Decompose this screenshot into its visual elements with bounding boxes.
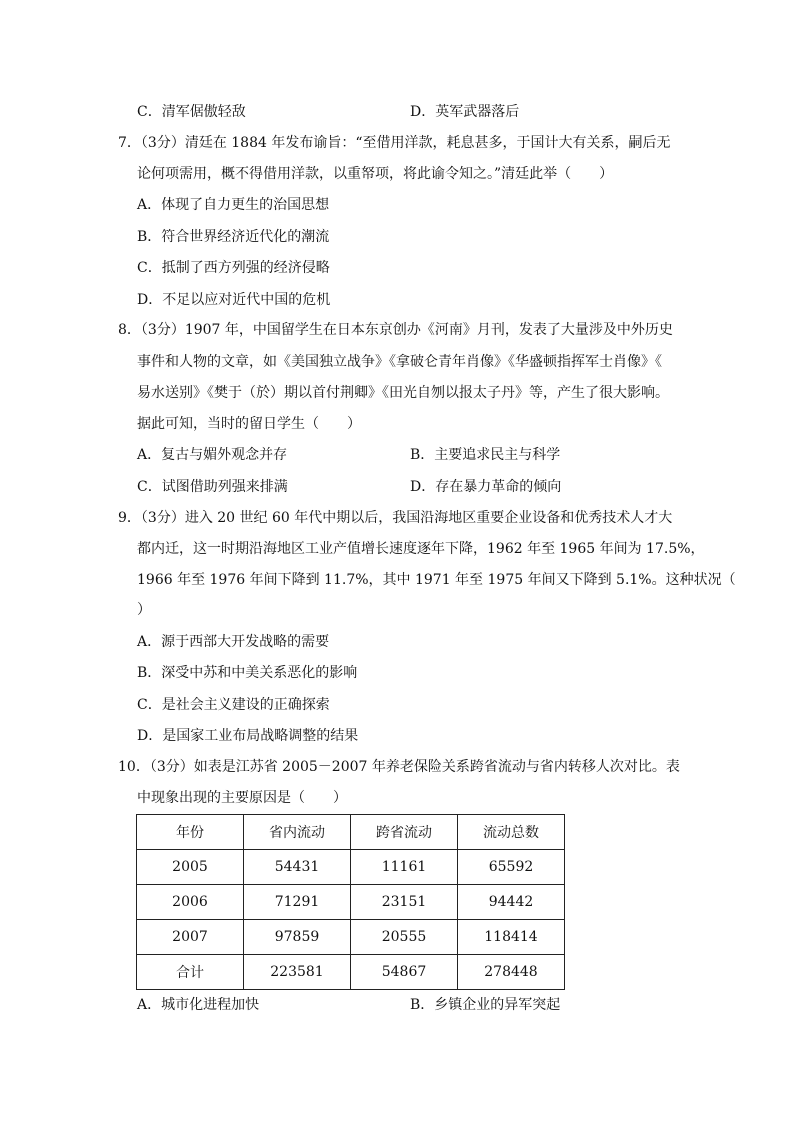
q8-stem-line-2: 事件和人物的文章，如《美国独立战争》《拿破仑青年肖像》《华盛顿指挥军士肖像》《	[137, 354, 662, 370]
table-header-cell: 年份	[137, 815, 244, 850]
table-row	[137, 850, 565, 885]
q6-option-d: D．英军武器落后	[410, 104, 520, 120]
table-row	[137, 885, 565, 920]
table-cell: 54867	[351, 955, 458, 990]
table-total-row	[137, 955, 565, 990]
q10-option-b: B．乡镇企业的异军突起	[410, 997, 561, 1013]
table-cell: 278448	[458, 955, 565, 990]
table-cell: 2005	[137, 850, 244, 885]
q7-stem-line-2: 论何项需用，概不得借用洋款，以重帑项，将此谕令知之。”清廷此举（ ）	[137, 166, 614, 182]
q8-option-c: C．试图借助列强来排满	[137, 479, 288, 495]
q10-stem-line-1: 10．（3分）如表是江苏省 2005－2007 年养老保险关系跨省流动与省内转移人次对比。表	[118, 759, 680, 775]
q9-stem-line-4: ）	[137, 602, 151, 618]
q9-stem-line-1: 9．（3分）进入 20 世纪 60 年代中期以后，我国沿海地区重要企业设备和优秀技术人才大	[118, 510, 673, 526]
q7-option-c: C．抵制了西方列强的经济侵略	[137, 260, 330, 276]
table-cell: 97859	[244, 920, 351, 955]
table-cell: 合计	[137, 955, 244, 990]
q7-option-d: D．不足以应对近代中国的危机	[137, 292, 331, 308]
table-cell: 118414	[458, 920, 565, 955]
q9-stem-line-3: 1966 年至 1976 年间下降到 11.7%，其中 1971 年至 1975 年间又下降到 5.1%。这种状况（	[137, 572, 736, 588]
table-cell: 54431	[244, 850, 351, 885]
q9-option-a: A．源于西部大开发战略的需要	[137, 634, 330, 650]
q9-option-d: D．是国家工业布局战略调整的结果	[137, 728, 359, 744]
table-header-cell: 省内流动	[244, 815, 351, 850]
q6-option-c: C．清军倨傲轻敌	[137, 104, 246, 120]
table-row	[137, 920, 565, 955]
q8-stem-line-4: 据此可知，当时的留日学生（ ）	[137, 416, 361, 432]
q8-option-a: A．复古与媚外观念并存	[137, 447, 288, 463]
q8-stem-line-1: 8．（3分）1907 年，中国留学生在日本东京创办《河南》月刊，发表了大量涉及中外历史	[118, 322, 673, 338]
table-cell: 20555	[351, 920, 458, 955]
table-header-cell: 跨省流动	[351, 815, 458, 850]
table-cell: 94442	[458, 885, 565, 920]
q7-option-b: B．符合世界经济近代化的潮流	[137, 229, 330, 245]
table-cell: 2007	[137, 920, 244, 955]
q8-option-d: D．存在暴力革命的倾向	[410, 479, 562, 495]
q9-option-c: C．是社会主义建设的正确探索	[137, 697, 330, 713]
table-cell: 71291	[244, 885, 351, 920]
q9-option-b: B．深受中苏和中美关系恶化的影响	[137, 665, 358, 681]
pension-transfer-table	[136, 814, 565, 990]
q8-stem-line-3: 易水送别》《樊于（於）期以首付荆卿》《田光自刎以报太子丹》等，产生了很大影响。	[137, 385, 669, 401]
table-header-cell: 流动总数	[458, 815, 565, 850]
table-header-row	[137, 815, 565, 850]
table-cell: 65592	[458, 850, 565, 885]
table-cell: 2006	[137, 885, 244, 920]
table-cell: 223581	[244, 955, 351, 990]
table-cell: 23151	[351, 885, 458, 920]
q10-option-a: A．城市化进程加快	[137, 997, 260, 1013]
q7-option-a: A．体现了自力更生的治国思想	[137, 197, 330, 213]
q10-stem-line-2: 中现象出现的主要原因是（ ）	[137, 790, 347, 806]
table-cell: 11161	[351, 850, 458, 885]
q9-stem-line-2: 都内迁，这一时期沿海地区工业产值增长速度逐年下降，1962 年至 1965 年间为 17.5%，	[137, 541, 705, 557]
q8-option-b: B．主要追求民主与科学	[410, 447, 561, 463]
q7-stem-line-1: 7．（3分）清廷在 1884 年发布谕旨：“至借用洋款，耗息甚多，于国计大有关系，嗣后无	[118, 135, 671, 151]
